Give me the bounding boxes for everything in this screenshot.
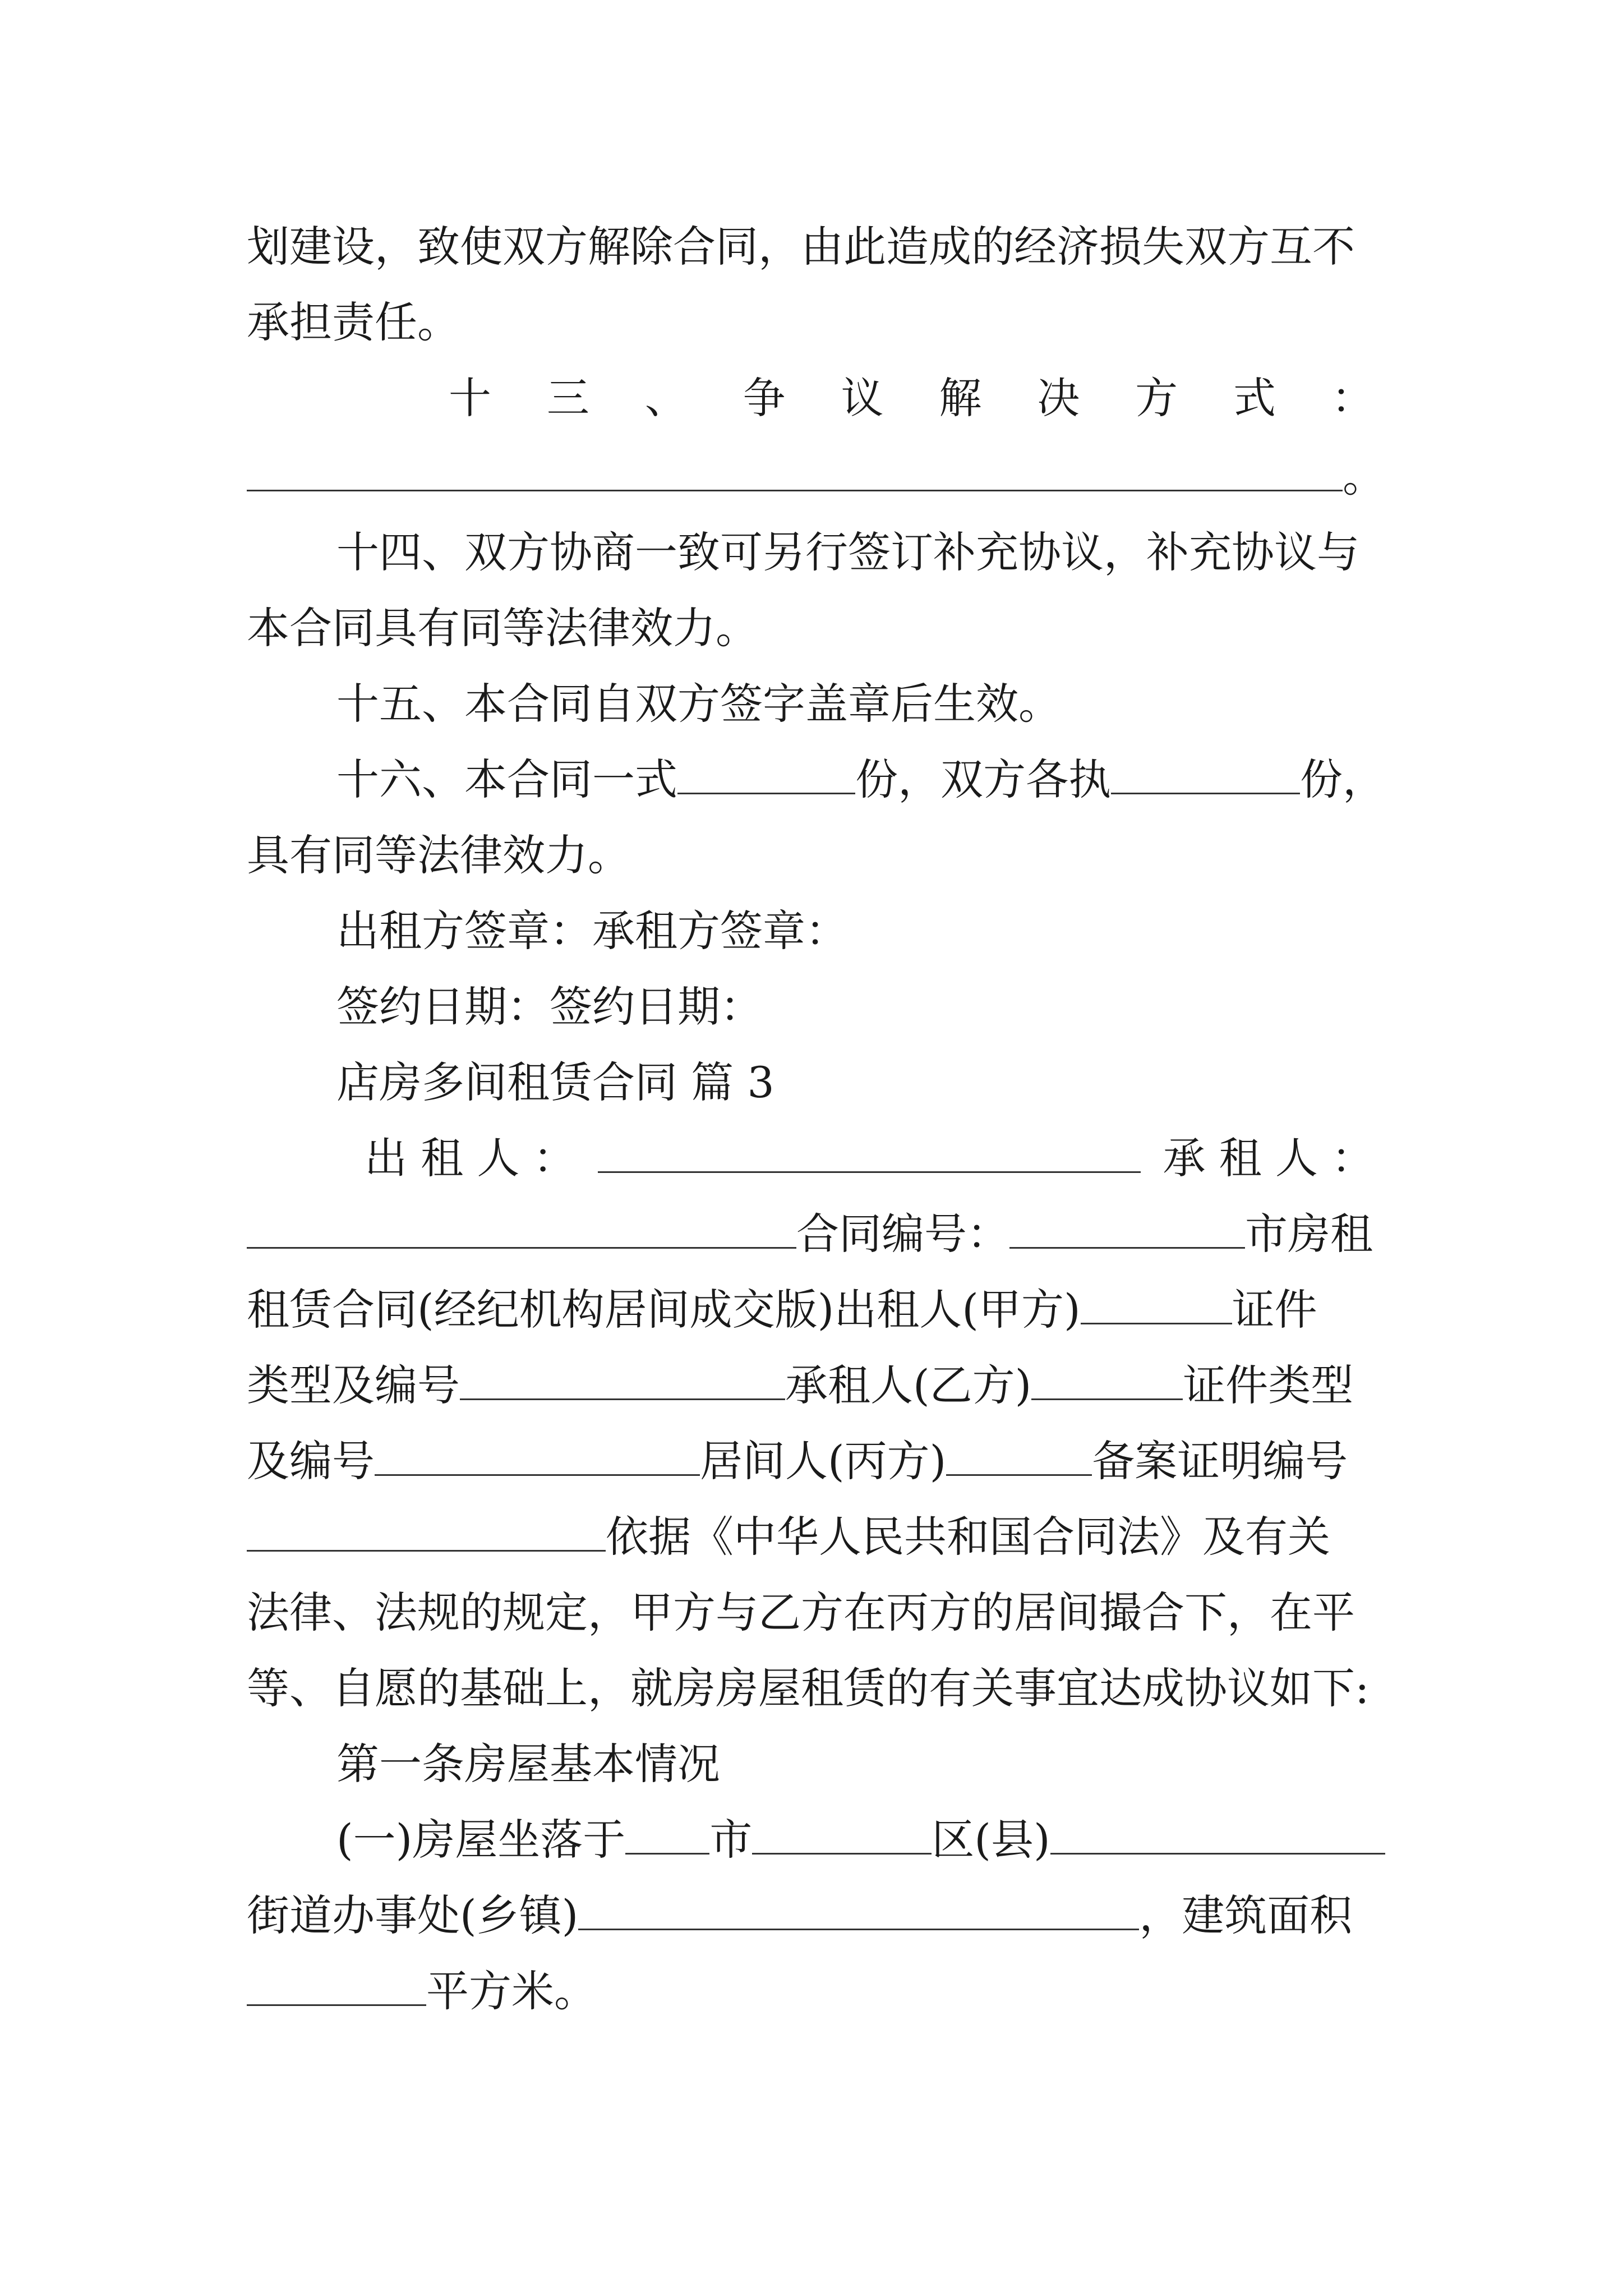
text-fragment: 街道办事处(乡镇) xyxy=(247,1890,579,1940)
text-line: 第一条房屋基本情况 xyxy=(336,1739,720,1789)
heading-char: 议 xyxy=(841,373,884,423)
text-line: 签约日期：签约日期： xyxy=(336,982,763,1032)
blank-field[interactable] xyxy=(1081,1279,1232,1324)
section-heading-dispute xyxy=(449,365,1374,432)
heading-char: 解 xyxy=(939,373,982,423)
blank-field[interactable] xyxy=(460,1355,785,1400)
text-fragment: 类型及编号 xyxy=(247,1360,460,1410)
heading-char: 三 xyxy=(546,373,589,423)
heading-char: 式 xyxy=(1233,373,1276,423)
heading-char: ： xyxy=(1331,373,1374,423)
blank-field[interactable] xyxy=(625,1809,709,1855)
blank-field[interactable] xyxy=(578,1885,1139,1930)
text-line: 具有同等法律效力。 xyxy=(247,830,630,880)
heading-char: 、 xyxy=(644,373,688,423)
paragraph-line xyxy=(336,746,1385,813)
text-fragment: 区(县) xyxy=(932,1815,1050,1865)
heading-char: 十 xyxy=(449,373,491,423)
signature-line xyxy=(336,898,1385,965)
text-fragment: 居间人(丙方) xyxy=(700,1436,947,1486)
text-fragment: 租赁合同(经纪机构居间成交版)出租人(甲方) xyxy=(247,1285,1081,1335)
text-line: 十五、本合同自双方签字盖章后生效。 xyxy=(336,679,1061,729)
paragraph-line xyxy=(247,289,1385,356)
text-fragment: 市 xyxy=(709,1815,753,1865)
heading-char: 争 xyxy=(743,373,786,423)
paragraph-line xyxy=(336,519,1385,586)
paragraph-line xyxy=(247,595,1385,662)
paragraph-line xyxy=(247,1958,1385,2025)
paragraph-line xyxy=(247,1655,1385,1722)
blank-field[interactable] xyxy=(1031,1355,1183,1400)
paragraph-line xyxy=(247,1200,1385,1268)
text-line: 法律、法规的规定，甲方与乙方在丙方的居间撮合下，在平 xyxy=(247,1588,1355,1637)
paragraph-line xyxy=(247,1579,1385,1646)
text-fragment: 承 租 人 ： xyxy=(1163,1133,1374,1183)
text-fragment: 份， xyxy=(1300,754,1385,804)
text-fragment: 合同编号： xyxy=(796,1209,1009,1259)
paragraph-line xyxy=(247,1882,1385,1949)
paragraph-line xyxy=(247,213,1385,280)
text-fragment: ，建筑面积 xyxy=(1139,1890,1353,1940)
text-fragment: 备案证明编号 xyxy=(1092,1436,1348,1486)
paragraph-line xyxy=(336,670,1385,738)
blank-field[interactable] xyxy=(1009,1203,1245,1249)
text-line: 承担责任。 xyxy=(247,297,460,347)
text-line: 本合同具有同等法律效力。 xyxy=(247,603,758,653)
text-fragment: (一)房屋坐落于 xyxy=(336,1815,626,1865)
text-fragment: 出 租 人 ： xyxy=(365,1133,576,1183)
text-fragment: 依据《中华人民共和国合同法》及有关 xyxy=(606,1512,1330,1562)
blank-fill-line xyxy=(247,443,1385,510)
blank-field[interactable] xyxy=(1050,1809,1385,1855)
blank-field[interactable] xyxy=(247,1961,426,2006)
contract-title xyxy=(336,1049,1385,1116)
text-fragment: 份，双方各执 xyxy=(855,754,1112,804)
text-line: 十四、双方协商一致可另行签订补充协议，补充协议与 xyxy=(336,527,1359,577)
paragraph-line xyxy=(247,1428,1385,1495)
paragraph-line xyxy=(336,1806,1385,1874)
text-fragment: 承租人(乙方) xyxy=(785,1360,1032,1410)
blank-field[interactable] xyxy=(1111,749,1300,794)
heading-char: 方 xyxy=(1135,373,1178,423)
blank-field[interactable] xyxy=(247,1203,796,1249)
parties-line xyxy=(365,1125,1374,1192)
paragraph-line xyxy=(247,1276,1385,1343)
text-line: 划建设，致使双方解除合同，由此造成的经济损失双方互不 xyxy=(247,222,1355,272)
blank-field[interactable] xyxy=(375,1430,700,1476)
blank-field[interactable] xyxy=(247,1506,606,1552)
blank-field[interactable] xyxy=(946,1430,1092,1476)
blank-field[interactable] xyxy=(598,1128,1140,1173)
text-fragment: 市房租 xyxy=(1245,1209,1373,1259)
blank-field[interactable] xyxy=(752,1809,932,1855)
article-heading xyxy=(336,1731,1385,1798)
text-fragment: 证件类型 xyxy=(1183,1360,1354,1410)
text-fragment: 平方米。 xyxy=(426,1966,597,2016)
blank-field[interactable] xyxy=(247,446,1343,491)
text-line: 出租方签章：承租方签章： xyxy=(336,906,848,956)
paragraph-line xyxy=(247,1352,1385,1419)
blank-field[interactable] xyxy=(677,749,855,794)
paragraph-line xyxy=(247,1503,1385,1571)
heading-char: 决 xyxy=(1037,373,1080,423)
text-fragment: 及编号 xyxy=(247,1436,375,1486)
paragraph-line xyxy=(247,822,1385,889)
text-line: 等、自愿的基础上，就房房屋租赁的有关事宜达成协议如下: xyxy=(247,1663,1370,1713)
text-fragment: 十六、本合同一式 xyxy=(336,754,677,804)
text-fragment: 。 xyxy=(1343,452,1385,501)
text-line: 店房多间租赁合同 篇 3 xyxy=(336,1057,774,1107)
date-line xyxy=(336,973,1385,1041)
text-fragment: 证件 xyxy=(1232,1285,1317,1335)
